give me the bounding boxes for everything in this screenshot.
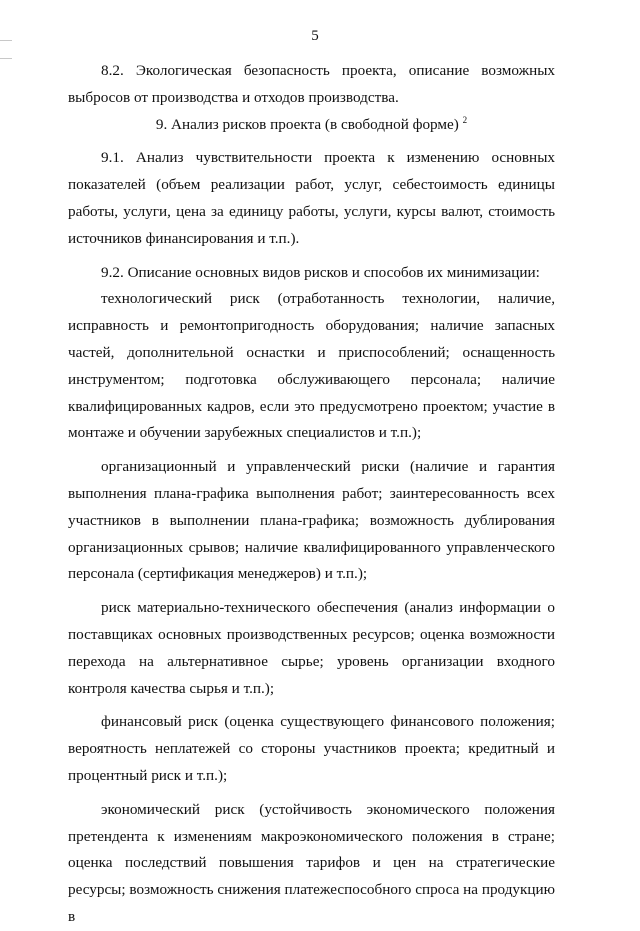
paragraph-9-2: 9.2. Описание основных видов рисков и способов их минимизации:	[101, 263, 540, 281]
risk-organizational: организационный и управленческий риски (наличие и гарантия выполнения плана-графика выполнения работ; заинтересованность всех участников в выполнении плана-графика; возможность дублирования организационных срывов; наличие квалифицированного управленческого персонала (сертификация менеджеров) и т.п.);	[68, 458, 555, 583]
scan-edge-mark	[0, 58, 12, 59]
page-number: 5	[311, 28, 319, 44]
risk-technological: технологический риск (отработанность технологии, наличие, исправность и ремонтопригодность оборудования; наличие запасных частей, дополнительной оснастки и приспособлений; оснащенность инструментом; подготовка обслуживающего персонала; наличие квалифицированных кадров, если это предусмотрено проектом; участие в монтаже и обучении зарубежных специалистов и т.п.);	[68, 290, 555, 442]
section-heading-9-text: 9. Анализ рисков проекта (в свободной форме)	[155, 115, 459, 133]
risk-economic: экономический риск (устойчивость экономического положения претендента к изменениям макроэкономического положения в стране; оценка последствий повышения тарифов и цен на стратегические ресурсы; возможность снижения платежеспособного спроса на продукцию в	[68, 800, 555, 925]
paragraph-9-1: 9.1. Анализ чувствительности проекта к изменению основных показателей (объем реализации работ, услуг, себестоимость единицы работы, услуги, цена за единицу работы, услуги, курсы валют, стоимость источников финансирования и т.п.).	[68, 149, 555, 247]
section-heading-9	[68, 112, 555, 139]
risk-supply: риск материально-технического обеспечения (анализ информации о поставщиках основных производственных ресурсов; оценка возможности перехода на альтернативное сырье; уровень организации входного контроля качества сырья и т.п.);	[68, 599, 555, 697]
footnote-marker: 2	[462, 114, 468, 125]
risk-financial: финансовый риск (оценка существующего финансового положения; вероятность неплатежей со стороны участников проекта; кредитный и процентный риск и т.п.);	[68, 713, 555, 784]
paragraph-8-2: 8.2. Экологическая безопасность проекта, описание возможных выбросов от производства и отходов производства.	[68, 62, 555, 106]
document-body	[68, 58, 555, 931]
